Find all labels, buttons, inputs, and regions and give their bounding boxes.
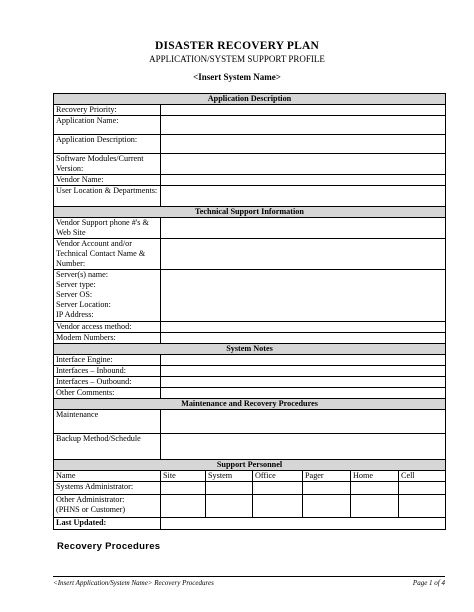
- field-label-server-info: Server(s) name: Server type: Server OS: Server Location: IP Address:: [54, 270, 161, 322]
- field-value-recovery-priority[interactable]: [161, 105, 446, 116]
- column-header-system: System: [206, 471, 253, 482]
- footer-divider: [53, 576, 445, 577]
- field-value-other-comments[interactable]: [161, 388, 446, 399]
- section-header-maintenance: Maintenance and Recovery Procedures: [54, 399, 446, 410]
- personnel-cell-system[interactable]: [206, 495, 253, 518]
- field-label-recovery-priority: Recovery Priority:: [54, 105, 161, 116]
- personnel-cell-system[interactable]: [206, 482, 253, 495]
- column-header-pager: Pager: [303, 471, 351, 482]
- field-label-backup-method: Backup Method/Schedule: [54, 434, 161, 460]
- section-header-system-notes: System Notes: [54, 344, 446, 355]
- recovery-procedures-heading: Recovery Procedures: [57, 541, 161, 552]
- field-value-vendor-access-method[interactable]: [161, 322, 446, 333]
- field-value-server-info[interactable]: [161, 270, 446, 322]
- column-header-home: Home: [351, 471, 399, 482]
- personnel-cell-office[interactable]: [253, 495, 303, 518]
- field-value-interfaces-inbound[interactable]: [161, 366, 446, 377]
- field-label-vendor-access-method: Vendor access method:: [54, 322, 161, 333]
- personnel-cell-home[interactable]: [351, 482, 399, 495]
- section-header-application: Application Description: [54, 94, 446, 105]
- personnel-cell-site[interactable]: [161, 482, 206, 495]
- column-header-name: Name: [54, 471, 161, 482]
- section-header-personnel: Support Personnel: [54, 460, 446, 471]
- field-label-vendor-name: Vendor Name:: [54, 175, 161, 186]
- field-label-vendor-account: Vendor Account and/or Technical Contact Name & Number:: [54, 239, 161, 270]
- personnel-row-label-systems-admin: Systems Administrator:: [54, 482, 161, 495]
- field-label-interface-engine: Interface Engine:: [54, 355, 161, 366]
- personnel-cell-cell[interactable]: [399, 495, 446, 518]
- footer-document-name: <Insert Application/System Name> Recovery Procedures: [53, 579, 214, 587]
- field-label-user-location: User Location & Departments:: [54, 186, 161, 207]
- field-label-application-description: Application Description:: [54, 135, 161, 154]
- field-label-application-name: Application Name:: [54, 116, 161, 135]
- field-label-last-updated: Last Updated:: [54, 518, 161, 530]
- section-header-technical: Technical Support Information: [54, 207, 446, 218]
- field-value-user-location[interactable]: [161, 186, 446, 207]
- personnel-cell-pager[interactable]: [303, 495, 351, 518]
- field-value-maintenance[interactable]: [161, 410, 446, 434]
- field-label-software-modules: Software Modules/Current Version:: [54, 154, 161, 175]
- field-value-software-modules[interactable]: [161, 154, 446, 175]
- field-value-vendor-support-phone[interactable]: [161, 218, 446, 239]
- field-value-application-name[interactable]: [161, 116, 446, 135]
- field-value-last-updated[interactable]: [161, 518, 446, 530]
- field-value-vendor-account[interactable]: [161, 239, 446, 270]
- field-value-modem-numbers[interactable]: [161, 333, 446, 344]
- personnel-cell-cell[interactable]: [399, 482, 446, 495]
- field-value-backup-method[interactable]: [161, 434, 446, 460]
- field-label-maintenance: Maintenance: [54, 410, 161, 434]
- field-label-interfaces-outbound: Interfaces – Outbound:: [54, 377, 161, 388]
- document-title: DISASTER RECOVERY PLAN: [155, 40, 319, 52]
- personnel-cell-office[interactable]: [253, 482, 303, 495]
- field-value-interface-engine[interactable]: [161, 355, 446, 366]
- personnel-cell-home[interactable]: [351, 495, 399, 518]
- personnel-cell-site[interactable]: [161, 495, 206, 518]
- field-value-vendor-name[interactable]: [161, 175, 446, 186]
- field-label-interfaces-inbound: Interfaces – Inbound:: [54, 366, 161, 377]
- field-label-modem-numbers: Modem Numbers:: [54, 333, 161, 344]
- column-header-office: Office: [253, 471, 303, 482]
- column-header-cell: Cell: [399, 471, 446, 482]
- field-label-other-comments: Other Comments:: [54, 388, 161, 399]
- field-value-application-description[interactable]: [161, 135, 446, 154]
- system-name-placeholder: <Insert System Name>: [193, 72, 281, 82]
- field-label-vendor-support-phone: Vendor Support phone #'s & Web Site: [54, 218, 161, 239]
- field-value-interfaces-outbound[interactable]: [161, 377, 446, 388]
- column-header-site: Site: [161, 471, 206, 482]
- personnel-row-label-other-admin: Other Administrator: (PHNS or Customer): [54, 495, 161, 518]
- footer-page-number: Page 1 of 4: [412, 579, 445, 587]
- personnel-cell-pager[interactable]: [303, 482, 351, 495]
- document-subtitle: APPLICATION/SYSTEM SUPPORT PROFILE: [149, 54, 325, 64]
- support-profile-form: [53, 93, 446, 530]
